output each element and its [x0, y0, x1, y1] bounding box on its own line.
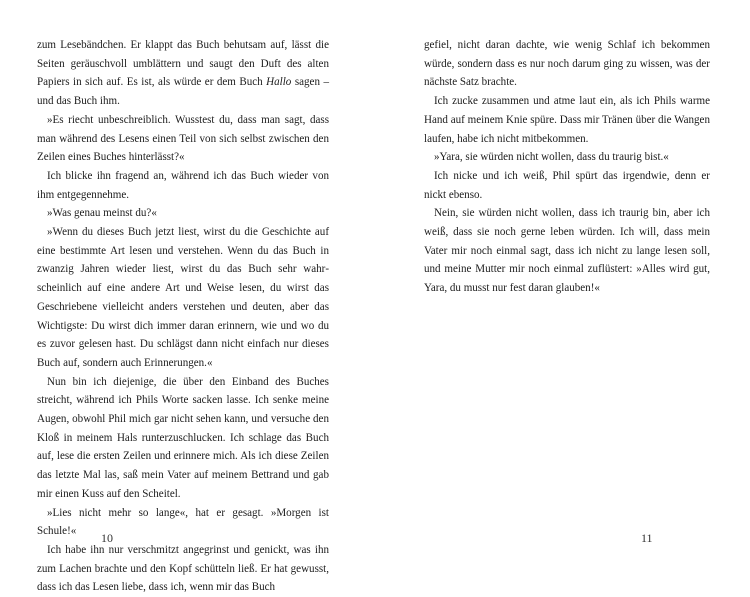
left-paragraph-2: »Es riecht unbeschreiblich. Wusstest du, dass man sagt, dass man während des Lesens einen Teil von sich selbst zwischen den Zeilen eines Buches hinterlässt?«	[37, 113, 329, 164]
left-page	[37, 36, 329, 597]
left-paragraph-6: Nun bin ich diejenige, die über den Einband des Buches streicht, während ich Phils Worte sacken lasse. Ich senke meine Augen, obwohl Phil mich gar nicht sehen kann, und versuche den Kloß in meinem Hals runterzuschlucken. Ich schlage das Buch auf, lese die ersten Zeilen und erinnere mich. Als ich diese Zeilen das letzte Mal las, saß mein Vater auf meinem Bettrand und gab mir einen Kuss auf den Scheitel.	[37, 375, 329, 500]
right-paragraph-1: gefiel, nicht daran dachte, wie wenig Schlaf ich bekommen würde, sondern dass es nur noch darum ging zu wissen, was der nächste Satz brachte.	[424, 39, 710, 89]
left-paragraph-3: Ich blicke ihn fragend an, während ich das Buch wieder von ihm entgegennehme.	[37, 169, 329, 201]
left-paragraph-4: »Was genau meinst du?«	[47, 207, 157, 220]
right-paragraph-5: Nein, sie würden nicht wollen, dass ich traurig bin, aber ich weiß, dass sie noch gerne leben würden. Ich will, dass mein Vater mir noch einmal sagt, dass ich nicht zu lange lesen soll, und meine Mutter mir noch einmal zuflüstert: »Alles wird gut, Yara, du musst nur fest daran glauben!«	[424, 207, 710, 295]
right-paragraph-2: Ich zucke zusammen und atme laut ein, als ich Phils warme Hand auf meinem Knie spüre. Dass mir Tränen über die Wangen laufen, habe ich nicht mitbekommen.	[424, 95, 710, 145]
left-paragraph-1: zum Lesebändchen. Er klappt das Buch behutsam auf, lässt die Seiten geräuschvoll umblättern und saugt den Duft des alten Papiers in sich auf. Es ist, als würde er dem Buch Hallo sagen – und das Buch ihm.	[37, 39, 329, 108]
left-paragraph-8: Ich habe ihn nur verschmitzt angegrinst und genickt, was ihn zum Lachen brachte und den Kopf schütteln ließ. Er hat gewusst, dass ich das Lesen liebe, dass ich, wenn mir das Buch	[37, 543, 329, 594]
page-number-right: 11	[641, 531, 653, 545]
left-paragraph-5: »Wenn du dieses Buch jetzt liest, wirst du die Geschichte auf eine bestimmte Art lesen und verstehen. Wenn du das Buch in zwanzig Jahren wieder liest, wirst du das Buch sehr wahrscheinlich auf eine andere Art und Weise lesen, du wirst das Geschriebene vielleicht anders verstehen und deuten, aber das Wichtigste: Du wirst dich immer daran erinnern, wie und wo du es zuvor gelesen hast. Du schlägst dann nicht einfach nur dieses Buch auf, sondern auch Erinnerungen.«	[37, 226, 329, 369]
right-page	[424, 36, 710, 298]
page-number-left: 10	[101, 531, 113, 545]
left-paragraph-7: »Lies nicht mehr so lange«, hat er gesagt. »Morgen ist Schule!«	[37, 506, 329, 538]
right-paragraph-4: Ich nicke und ich weiß, Phil spürt das irgendwie, denn er nickt ebenso.	[424, 169, 710, 201]
right-paragraph-3: »Yara, sie würden nicht wollen, dass du traurig bist.«	[434, 151, 669, 164]
